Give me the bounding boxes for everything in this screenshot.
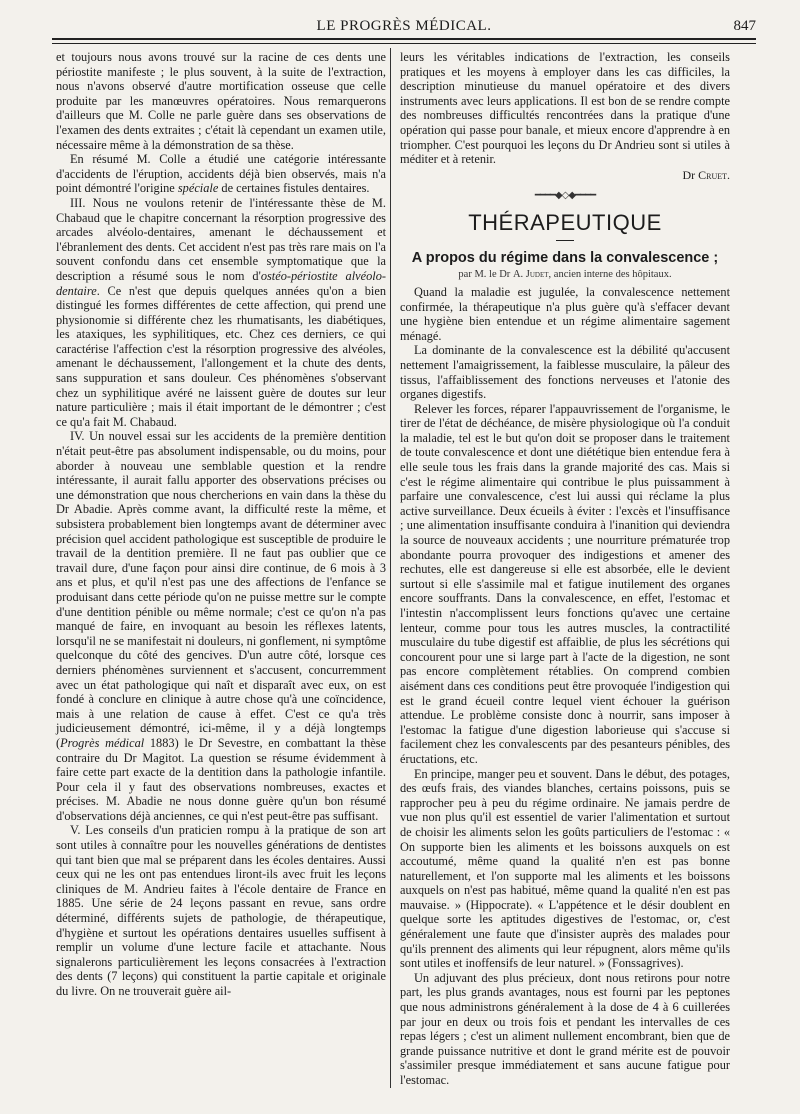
paragraph: Relever les forces, réparer l'appauvrissement de l'organisme, le tirer de l'état de déchéance, de misère physiologique où l'a conduit la maladie, tel est le but qu'on doit se proposer dans le traitement de toute convalescence et dont une diététique bien entendue fera à elle seule tous les frais dans la grande majorité des cas. Mais si c'est le régime alimentaire qui contribue le plus puissamment à parfaire une convalescence, c'est lui aussi qui réclame la plus active surveillance. Deux écueils à éviter : l'excès et l'insuffisance ; une alimentation insuffisante conduira à l'inanition qui deviendra la source de nouveaux accidents ; une nourriture prématurée trop abondante pourra provoquer des indigestions et amener des rechutes, elle est dangereuse si elle est absorbée, elle le devient surtout si elle s'assimile mal et fatigue inutilement des organes encore souffrants. Dans la convalescence, en effet, l'estomac et l'intestin n'accomplissent leurs fonctions qu'avec une certaine lenteur, comme pour tous les autres muscles, la contractilité musculaire du tube digestif est affaiblie, de plus les sécrétions qui concourent pour une si large part à l'acte de la digestion, ne sont pas encore complètement rétablies. On comprend combien aisément dans ces conditions peut être provoquée l'indigestion qui est le grand écueil contre lequel vient échouer la guérison attendue. Le problème consiste donc à nourrir, sans imposer à l'estomac la fatigue d'une digestion laborieuse qui s'accuse si facilement chez les convalescents par des pesanteurs pénibles, des éructations, etc. (400, 401, 730, 766)
running-header (52, 16, 756, 40)
byline-suffix: , ancien interne des hôpitaux. (548, 268, 672, 280)
ornament-divider: ━━━━◆◇◆━━━━ (534, 190, 596, 202)
text-run: de certaines fistules dentaires. (218, 181, 370, 196)
title-dash (556, 240, 574, 241)
header-rule-thick (52, 38, 756, 40)
text-run: 1883) le Dr Sevestre, en combattant la thèse contraire du Dr Magitot. La question se résume évidemment à faire cette part exacte de la dentition dans la pathologie infantile. Pour cela il y faut des observations nombreuses, exactes et précises. M. Abadie ne nous donne guère qu'un bon résumé d'observations déjà anciennes, ce qui n'est peut-être pas suffisant. (56, 735, 386, 823)
signature-prefix: Dr (682, 167, 699, 182)
text-run: IV. Un nouvel essai sur les accidents de la première dentition n'était peut-être pas absolument indispensable, ou du moins, pour aborder à nouveau une semblable question et la rendre intéressante, il aurait fallu apporter des observations précises ou une démonstration que nous chercherions en vain dans la thèse du Dr Abadie. Après comme avant, la difficulté reste la même, et subsistera probablement bien longtemps avant de déterminer avec précision quel accident pathologique est susceptible de produire le travail de la dentition première. Il ne faut pas oublier que ce travail dure, d'une façon pour ainsi dire continue, de 6 mois à 3 ans et plus, et qu'il n'est pas une des affections de l'enfance se produisant dans cette période qu'on ne puisse mettre sur le compte d'une dentition pénible ou même normale; c'est ce qu'on n'a pas manqué de faire, en invoquant au besoin les réflexes latents, lorsqu'il ne se manifestait ni douleurs, ni gonflement, ni symptôme quelconque du côté des gencives. D'un autre côté, lorsque ces derniers phénomènes surviennent et s'accusent, concurremment avec un état pathologique qui naît et disparaît avec eux, on est fondé à conclure en clinique à autre chose qu'à une coïncidence, mais à une relation de cause à effet. C'est ce qu'a très judicieusement démontré, ici-même, il y a déjà longtemps ( (56, 429, 386, 750)
text-run: III. Nous ne voulons retenir de l'intéressante thèse de M. Chabaud que le chapitre concernant la résorption progressive des arcades alvéolo-dentaires, amenant le déchaussement et l'ébranlement des dents. Cet accident n'est pas très rare mais on l'a souvent confondu dans cet ensemble symptomatique que la description a résumé sous le nom d' (56, 195, 386, 283)
page-number: 847 (733, 18, 756, 34)
right-column (400, 50, 730, 1088)
emphasis: Progrès médical (60, 735, 145, 750)
byline-prefix: par M. le Dr (458, 268, 513, 280)
signature-name: Cruet. (698, 167, 730, 182)
paragraph: La dominante de la convalescence est la débilité qu'accusent nettement l'amaigrissement, la faiblesse musculaire, la pâleur des tissus, l'affaiblissement des fonctions nerveuses et l'atonie des organes digestifs. (400, 343, 730, 402)
article-title: A propos du régime dans la convalescence ; (411, 249, 719, 266)
article-byline (400, 267, 730, 283)
byline-author: A. Judet (512, 268, 549, 280)
emphasis: ostéo-périostite alvéolo-dentaire (56, 268, 387, 298)
paragraph-section-iii (56, 196, 386, 430)
emphasis: spéciale (177, 181, 219, 196)
paragraph-continuation: et toujours nous avons trouvé sur la racine de ces dents une périostite manifeste ; le plus souvent, à la suite de l'extraction, nous n'avons observé d'autre mortification osseuse que celle produite par les manœuvres opératoires. Nous remarquerons d'ailleurs que M. Colle ne parle guère dans ses observations de l'examen des dents extraites ; c'était là cependant un examen utile, nécessaire même à la démonstration de sa thèse. (56, 50, 386, 152)
column-divider (390, 48, 391, 1088)
paragraph: Un adjuvant des plus précieux, dont nous retirons pour notre part, les plus grands avantages, nous est fourni par les peptones que nous administrons généralement à la dose de 4 à 6 cuillerées par jour en deux ou trois fois et pendant les intervalles de ces repas légers ; c'est un aliment nullement encombrant, bien que de grande puissance nutritive et dont le grand mérite est de pouvoir s'assimiler presque immédiatement et sans aucune fatigue pour l'estomac. (400, 970, 730, 1087)
section-title: THÉRAPEUTIQUE (468, 209, 662, 235)
paragraph-resume (56, 152, 386, 196)
author-signature (400, 168, 730, 183)
text-run: En résumé M. Colle a étudié une catégorie intéressante d'accidents de l'éruption, accidents déjà bien observés, mais n'a point démontré l'origine (56, 152, 386, 196)
paragraph: En principe, manger peu et souvent. Dans le début, des potages, des œufs frais, des viandes blanches, certains poissons, puis se rapprocher peu à peu du régime ordinaire. Ne jamais perdre de vue non plus qu'il est essentiel de varier l'alimentation et surtout de choisir les aliments selon les goûts particuliers de l'estomac : « On supporte bien les aliments et les boissons auxquels on est accoutumé, même quand la qualité n'en est pas bonne naturellement, et l'on supporte mal les aliments et les boissons auxquels on n'est pas habitué, même quand la qualité n'en est pas mauvaise. » (Hippocrate). « L'appétence et le désir doublent en quelque sorte les aptitudes digestives de l'estomac, or, c'est généralement une faute que d'insister auprès des malades pour qu'ils prennent des aliments qui leur répugnent, alors même qu'ils sont utiles et inoffensifs de leur naturel. » (Fonssagrives). (400, 766, 730, 971)
paragraph: Quand la maladie est jugulée, la convalescence nettement confirmée, la thérapeutique n'a plus guère qu'à s'effacer devant une hygiène bien entendue et un régime alimentaire sagement ménagé. (400, 284, 730, 343)
text-run: . Ce n'est que depuis quelques années qu'on a bien distingué les formes différentes de cette affection, qui prend une physionomie si différente chez les rhumatisants, les diabétiques, les ataxiques, les syphilitiques, etc. Chez ces derniers, ce qui caractérise l'affection c'est la résorption progressive des alvéoles, amenant le déchaussement, l'allongement et la chute des dents, sans suppuration et sans douleur. Ces phénomènes s'observant chez un syphilitique avéré ne laissent guère de doutes sur leur nature particulière ; mais il était important de le démontrer ; c'est ce qu'a fait M. Chabaud. (56, 283, 386, 429)
paragraph-continuation: leurs les véritables indications de l'extraction, les conseils pratiques et les moyens à employer dans les cas difficiles, la description minutieuse du manuel opératoire et des divers instruments avec leurs applications. Il est bon de se rendre compte des nombreuses difficultés rencontrées dans la pratique d'une opération qui passe pour banale, et mieux encore d'apprendre à en triompher. C'est pourquoi les leçons du Dr Andrieu sont si utiles à méditer et à retenir. (400, 50, 730, 167)
paragraph-section-v: V. Les conseils d'un praticien rompu à la pratique de son art sont utiles à connaître pour les nouvelles générations de dentistes qui tant bien que mal se préparent dans les écoles dentaires. Aussi ceux qui ne les ont pas entendues liront-ils avec fruit les leçons cliniques de M. Andrieu faites à l'école dentaire de France en 1885. Une série de 24 leçons passant en revue, sans ordre déterminé, différents sujets de pathologie, de thérapeutique, d'hygiène et surtout les opérations dentaires usuelles suffisent à remplir un volume d'une lecture facile et attachante. Nous signalerons particulièrement les leçons consacrées à l'extraction des dents (7 leçons) qui constituent la partie capitale et originale du livre. On ne trouverait guère ail- (56, 823, 386, 998)
journal-title: LE PROGRÈS MÉDICAL. (316, 18, 492, 34)
left-column (56, 50, 386, 999)
header-rule-thin (52, 43, 756, 44)
paragraph-section-iv (56, 429, 386, 823)
